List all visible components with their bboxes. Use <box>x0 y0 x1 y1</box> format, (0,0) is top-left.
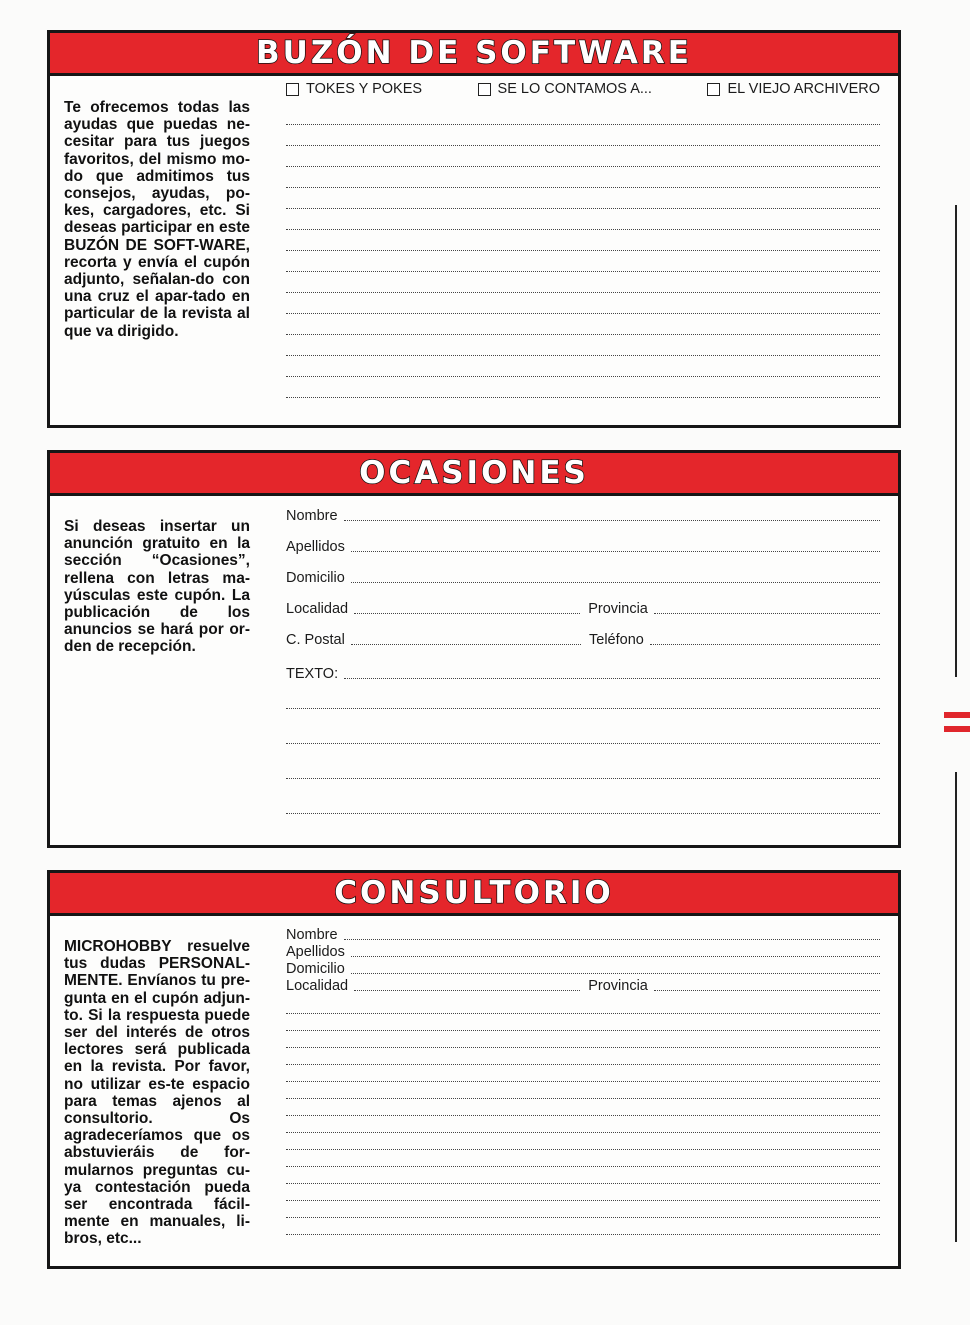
write-line[interactable] <box>286 1030 880 1031</box>
write-line[interactable] <box>286 292 880 293</box>
write-line[interactable] <box>286 355 880 356</box>
field-label: Apellidos <box>286 944 345 960</box>
write-line[interactable] <box>351 973 880 974</box>
buzon-coupon <box>47 30 901 428</box>
write-line[interactable] <box>286 1200 880 1201</box>
option-label: TOKES Y POKES <box>306 81 423 97</box>
write-line[interactable] <box>286 1149 880 1150</box>
page-edge-line <box>955 205 957 677</box>
page-edge-line <box>955 772 957 1242</box>
write-line[interactable] <box>286 708 880 709</box>
write-line[interactable] <box>286 145 880 146</box>
write-line[interactable] <box>286 208 880 209</box>
write-line[interactable] <box>351 644 581 645</box>
ocasiones-description: Si deseas insertar un anunción gratuito en la sección “Ocasiones”, rellena con letras ma-yúsculas este cupón. La publicación de los anuncios se hará por or-den de recepción. <box>64 518 250 656</box>
option-tokes-y-pokes[interactable] <box>286 81 422 97</box>
write-line[interactable] <box>286 376 880 377</box>
field-label: Domicilio <box>286 570 345 586</box>
page-edge-mark <box>944 712 970 718</box>
field-label: Domicilio <box>286 961 345 977</box>
buzon-header <box>50 33 898 76</box>
write-line[interactable] <box>354 613 580 614</box>
field-label: Nombre <box>286 508 338 524</box>
field-nombre[interactable] <box>286 508 880 524</box>
write-line[interactable] <box>286 1234 880 1235</box>
write-line[interactable] <box>286 124 880 125</box>
checkbox[interactable] <box>286 83 299 96</box>
write-line[interactable] <box>286 1115 880 1116</box>
write-line[interactable] <box>286 334 880 335</box>
consultorio-header <box>50 873 898 916</box>
field-domicilio[interactable] <box>286 961 880 977</box>
field-apellidos[interactable] <box>286 539 880 555</box>
field-apellidos[interactable] <box>286 944 880 960</box>
ocasiones-coupon <box>47 450 901 848</box>
checkbox[interactable] <box>478 83 491 96</box>
field-label: Apellidos <box>286 539 345 555</box>
option-label: EL VIEJO ARCHIVERO <box>727 81 880 97</box>
field-domicilio[interactable] <box>286 570 880 586</box>
write-line[interactable] <box>286 271 880 272</box>
field-label: C. Postal <box>286 632 345 648</box>
write-line[interactable] <box>286 743 880 744</box>
field-label: Localidad <box>286 601 349 617</box>
write-line[interactable] <box>286 166 880 167</box>
write-line[interactable] <box>351 956 880 957</box>
consultorio-coupon <box>47 870 901 1269</box>
write-line[interactable] <box>286 1098 880 1099</box>
buzon-options <box>286 81 880 97</box>
buzon-description: Te ofrecemos todas las ayudas que puedas ne-cesitar para tus juegos favoritos, del mismo mo-do que admitimos tus consejos, ayudas, po-kes, cargadores, etc. Si deseas participar en este BUZÓN DE SOFT-WARE, recorta y envía el cupón adjunto, señalan-do con una cruz el apar-tado en particular de la revista al que va dirigido. <box>64 99 250 340</box>
field-cpostal-telefono[interactable] <box>286 632 880 648</box>
write-line[interactable] <box>286 778 880 779</box>
write-line[interactable] <box>650 644 880 645</box>
consultorio-description: MICROHOBBY resuelve tus dudas PERSONAL-MENTE. Envíanos tu pre-gunta en el cupón adjun-to. Si la respuesta puede ser del interés de otros lectores será publicada en la revista. Por favor, no utilizar es-te espacio para temas ajenos al consultorio. Os agradeceríamos que os abstuvieráis de for-mularnos preguntas cu-ya contestación pueda ser encontrada fácil-mente en manuales, li-bros, etc... <box>64 938 250 1248</box>
write-line[interactable] <box>286 1166 880 1167</box>
write-line[interactable] <box>286 250 880 251</box>
write-line[interactable] <box>286 313 880 314</box>
buzon-form <box>286 81 880 97</box>
write-line[interactable] <box>286 1081 880 1082</box>
field-label: Localidad <box>286 978 349 994</box>
write-line[interactable] <box>286 1132 880 1133</box>
checkbox[interactable] <box>707 83 720 96</box>
option-label: SE LO CONTAMOS A... <box>497 81 652 97</box>
write-line[interactable] <box>286 1183 880 1184</box>
write-line[interactable] <box>286 187 880 188</box>
write-line[interactable] <box>354 990 580 991</box>
field-localidad-provincia[interactable] <box>286 978 880 994</box>
write-line[interactable] <box>654 613 880 614</box>
write-line[interactable] <box>286 1217 880 1218</box>
field-label: TEXTO: <box>286 666 339 682</box>
write-line[interactable] <box>286 813 880 814</box>
field-label: Provincia <box>588 978 648 994</box>
write-line[interactable] <box>344 520 880 521</box>
write-line[interactable] <box>654 990 880 991</box>
field-label: Teléfono <box>589 632 644 648</box>
write-line[interactable] <box>344 678 880 679</box>
page-edge-mark <box>944 726 970 732</box>
ocasiones-title: OCASIONES <box>359 455 589 491</box>
write-line[interactable] <box>286 1064 880 1065</box>
field-localidad-provincia[interactable] <box>286 601 880 617</box>
buzon-title: BUZÓN DE SOFTWARE <box>256 35 692 71</box>
ocasiones-header <box>50 453 898 496</box>
field-label: Nombre <box>286 927 338 943</box>
write-line[interactable] <box>344 939 880 940</box>
write-line[interactable] <box>351 582 880 583</box>
consultorio-title: CONSULTORIO <box>334 875 614 911</box>
field-nombre[interactable] <box>286 927 880 943</box>
write-line[interactable] <box>286 229 880 230</box>
option-el-viejo-archivero[interactable] <box>707 81 880 97</box>
field-label: Provincia <box>588 601 648 617</box>
option-se-lo-contamos[interactable] <box>478 81 652 97</box>
write-line[interactable] <box>286 397 880 398</box>
write-line[interactable] <box>286 1047 880 1048</box>
write-line[interactable] <box>286 1013 880 1014</box>
write-line[interactable] <box>351 551 880 552</box>
field-texto[interactable] <box>286 666 880 682</box>
